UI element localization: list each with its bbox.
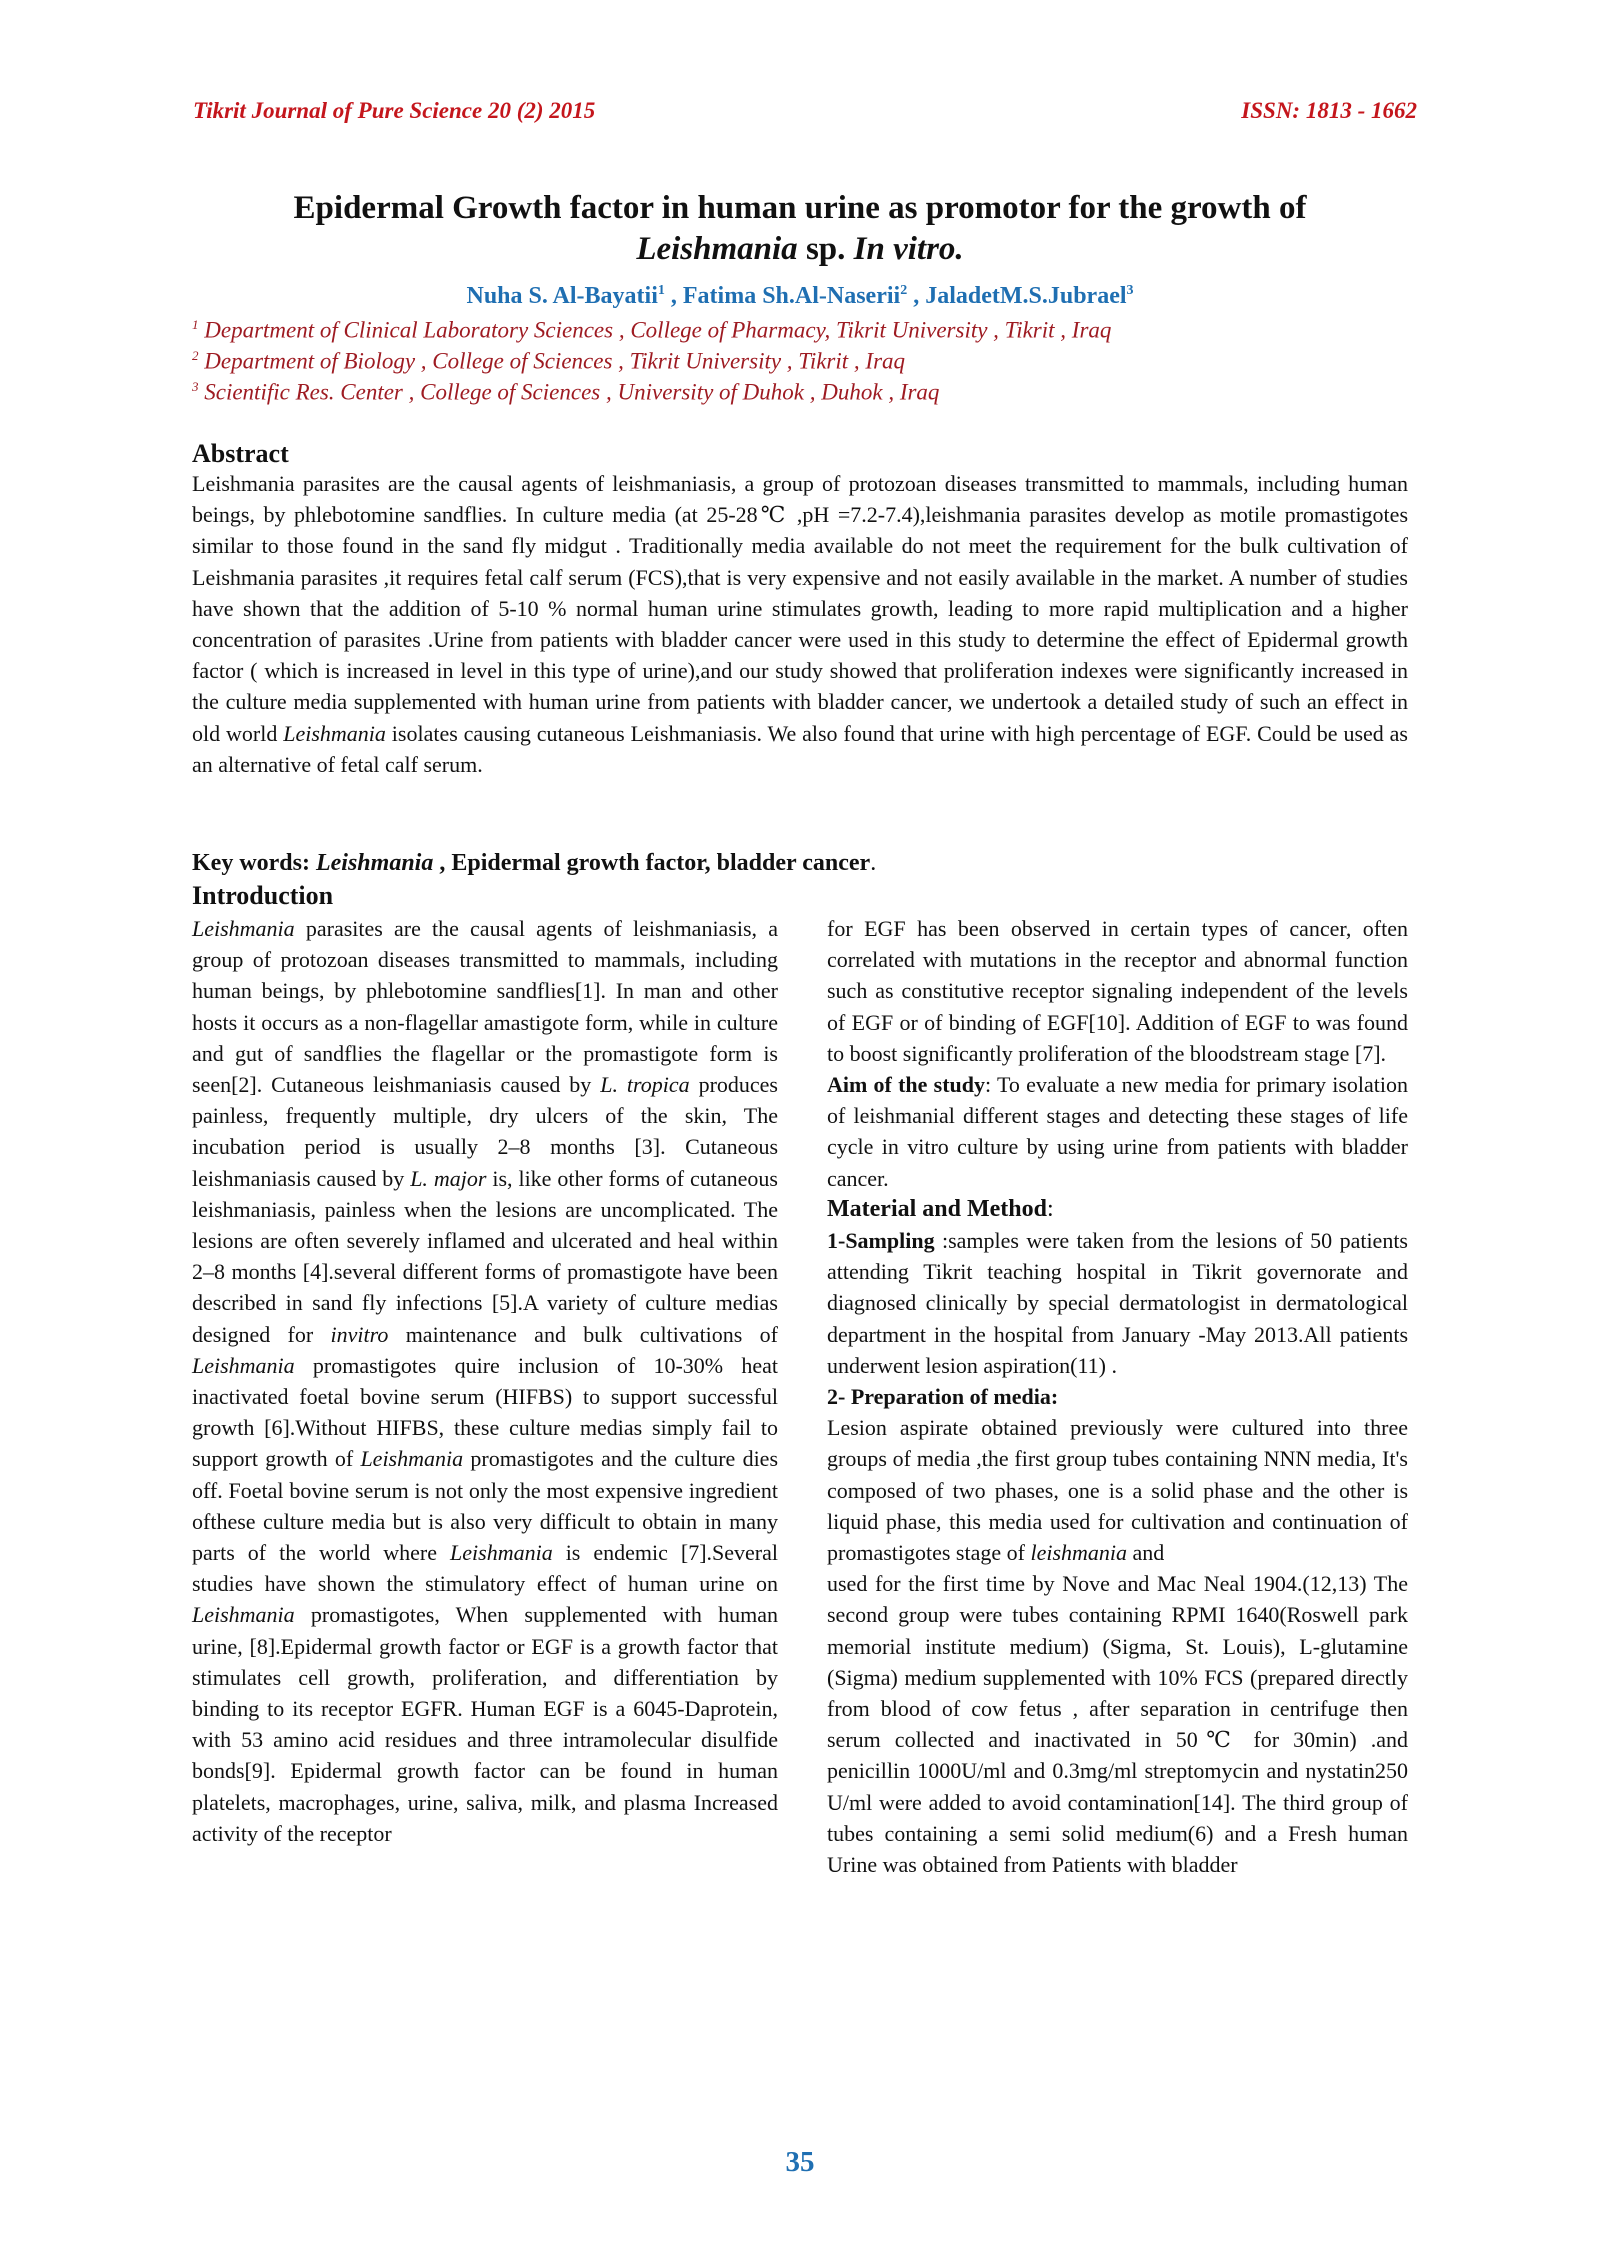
journal-header: Tikrit Journal of Pure Science 20 (2) 2015 bbox=[193, 98, 596, 123]
affiliation-mark: 3 bbox=[192, 379, 199, 394]
left-column bbox=[192, 913, 778, 1849]
paper-title bbox=[150, 188, 1450, 270]
keywords bbox=[192, 848, 876, 879]
abstract-text: isolates causing cutaneous Leishmaniasis. We also found that urine with high percentage of EGF. Could be used as an alternative of fetal calf serum. bbox=[192, 720, 1408, 777]
methods-heading bbox=[827, 1194, 1408, 1225]
keyword-italic: Leishmania bbox=[315, 850, 434, 876]
body-text: produces painless, frequently multiple, dry ulcers of the skin, The incubation period is usually 2–8 months [3]. Cutaneous leishmaniasis caused by bbox=[192, 1072, 778, 1191]
italic-term: Leishmania bbox=[192, 1352, 295, 1378]
italic-term: L. major bbox=[410, 1165, 487, 1191]
body-text: parasites are the causal agents of leishmaniasis, a group of protozoan diseases transmitted to mammals, including human beings, by phlebotomine sandflies[1]. In man and other hosts it occurs as a non-flagellar amastigote form, while in culture and gut of sandflies the flagellar or the promastigote form is seen[2]. Cutaneous leishmaniasis caused by bbox=[192, 916, 778, 1098]
keyword-list: , Epidermal growth factor, bladder cancer bbox=[433, 850, 871, 876]
author-list bbox=[150, 276, 1450, 311]
affiliation-text: Scientific Res. Center , College of Sciences , University of Duhok , Duhok , Iraq bbox=[198, 379, 940, 405]
introduction-heading: Introduction bbox=[192, 881, 334, 910]
introduction-paragraph bbox=[192, 913, 778, 1849]
author-name: Fatima Sh.Al-Naserii bbox=[682, 283, 901, 309]
body-text: promastigotes, When supplemented with human urine, [8].Epidermal growth factor or EGF is a growth factor that stimulates cell growth, proliferation, and differentiation by binding to its receptor EGFR. Human EGF is a 6045-Daprotein, with 53 amino acid residues and three intramolecular disulfide bonds[9]. Epidermal growth factor can be found in human platelets, macrophages, urine, saliva, milk, and plasma Increased activity of the receptor bbox=[192, 1602, 778, 1846]
introduction-continuation: for EGF has been observed in certain types of cancer, often correlated with mutations in the receptor and abnormal function such as constitutive receptor signaling independent of the levels of EGF or of binding of EGF[10]. Addition of EGF to was found to boost significantly proliferation of the bloodstream stage [7]. bbox=[827, 916, 1408, 1066]
body-text: and bbox=[1127, 1540, 1165, 1566]
body-text: is endemic [7].Several studies have shown the stimulatory effect of human urine on bbox=[192, 1540, 778, 1597]
sampling-label: 1-Sampling bbox=[827, 1228, 935, 1254]
author-name: Nuha S. Al-Bayatii bbox=[466, 283, 658, 309]
title-line-1: Epidermal Growth factor in human urine as promotor for the growth of bbox=[293, 190, 1307, 226]
italic-term: Leishmania bbox=[450, 1540, 553, 1566]
italic-term: L. tropica bbox=[600, 1072, 690, 1098]
abstract-text: Leishmania parasites are the causal agents of leishmaniasis, a group of protozoan diseases transmitted to mammals, including human beings, by phlebotomine sandflies. In culture media (at 25-28℃ ,pH =7.2-7.4),leishmania parasites develop as motile promastigotes similar to those found in the sand fly midgut . Traditionally media available do not meet the requirement for the bulk cultivation of Leishmania parasites ,it requires fetal calf serum (FCS),that is very expensive and not easily available in the market. A number of studies have shown that the addition of 5-10 % normal human urine stimulates growth, leading to more rapid multiplication and a higher concentration of parasites .Urine from patients with bladder cancer were used in this study to determine the effect of Epidermal growth factor ( which is increased in level in this type of urine),and our study showed that proliferation indexes were significantly increased in the culture media supplemented with human urine from patients with bladder cancer, we undertook a detailed study of such an effect in old world bbox=[192, 471, 1408, 746]
affiliation bbox=[192, 371, 939, 408]
keywords-label: Key words: bbox=[192, 850, 316, 876]
sampling-text: :samples were taken from the lesions of 50 patients attending Tikrit teaching hospital in Tikrit governorate and diagnosed clinically by special dermatologist in dermatological department in the hospital from January -May 2013.All patients underwent lesion aspiration(11) . bbox=[827, 1228, 1408, 1378]
keyword-period: . bbox=[870, 850, 877, 876]
italic-term: Leishmania bbox=[360, 1446, 464, 1472]
affiliation-mark: 2 bbox=[192, 348, 199, 363]
title-in-vitro: In vitro. bbox=[853, 231, 964, 267]
body-text: Lesion aspirate obtained previously were cultured into three groups of media ,the first group tubes containing NNN media, It's composed of two phases, one is a solid phase and the other is liquid phase, this media used for cultivation and continuation of promastigotes stage of bbox=[827, 1415, 1408, 1566]
body-text: promastigotes and the culture dies off. Foetal bovine serum is not only the most expensive ingredient ofthese culture media but is also very difficult to obtain in many parts of the world where bbox=[192, 1446, 779, 1566]
methods-heading-text: Material and Method bbox=[827, 1195, 1047, 1222]
italic-term: invitro bbox=[330, 1321, 389, 1347]
right-column bbox=[827, 913, 1408, 1880]
abstract-heading: Abstract bbox=[192, 439, 289, 468]
page-number: 35 bbox=[785, 2146, 815, 2178]
body-text: maintenance and bulk cultivations of bbox=[388, 1321, 779, 1347]
abstract-italic-term: Leishmania bbox=[283, 720, 386, 746]
author-separator: , bbox=[664, 283, 683, 309]
author-affiliation-mark: 2 bbox=[900, 283, 908, 298]
author-affiliation-mark: 1 bbox=[657, 283, 665, 298]
author-affiliation-mark: 3 bbox=[1126, 283, 1134, 298]
title-sp: sp. bbox=[797, 231, 854, 267]
body-text: promastigotes quire inclusion of 10-30% heat inactivated foetal bovine serum (HIFBS) to support successful growth [6].Without HIFBS, these culture medias simply fail to support growth of bbox=[192, 1352, 778, 1472]
author-separator: , bbox=[907, 283, 926, 309]
author-name: JaladetM.S.Jubrael bbox=[925, 283, 1127, 309]
affiliation-text: Department of Biology , College of Sciences , Tikrit University , Tikrit , Iraq bbox=[198, 348, 906, 374]
body-text: is, like other forms of cutaneous leishmaniasis, painless when the lesions are uncomplicated. The lesions are often severely inflamed and ulcerated and heal within 2–8 months [4].several different forms of promastigote have been described in sand fly infections [5].A variety of culture medias designed for bbox=[192, 1165, 778, 1347]
media-paragraph-1 bbox=[827, 1412, 1408, 1568]
title-genus: Leishmania bbox=[636, 231, 798, 267]
aim-paragraph bbox=[827, 1069, 1408, 1194]
issn-header: ISSN: 1813 - 1662 bbox=[1241, 98, 1417, 123]
methods-heading-colon: : bbox=[1046, 1195, 1054, 1222]
aim-text: : To evaluate a new media for primary isolation of leishmanial different stages and detecting these stages of life cycle in vitro culture by using urine from patients with bladder cancer. bbox=[827, 1072, 1409, 1191]
media-subheading: 2- Preparation of media: bbox=[827, 1384, 1059, 1410]
abstract-body bbox=[192, 468, 1408, 780]
affiliation-text: Department of Clinical Laboratory Sciences , College of Pharmacy, Tikrit University , Tikrit , Iraq bbox=[198, 317, 1112, 343]
sampling-paragraph bbox=[827, 1225, 1408, 1381]
italic-term: leishmania bbox=[1030, 1540, 1128, 1566]
media-paragraph-2: used for the first time by Nove and Mac Neal 1904.(12,13) The second group were tubes containing RPMI 1640(Roswell park memorial institute medium) (Sigma, St. Louis), L-glutamine (Sigma) medium supplemented with 10% FCS (prepared directly from blood of cow fetus , after separation in centrifuge then serum collected and inactivated in 50℃ for 30min) .and penicillin 1000U/ml and 0.3mg/ml streptomycin and nystatin250 U/ml were added to avoid contamination[14]. The third group of tubes containing a semi solid medium(6) and a Fresh human Urine was obtained from Patients with bladder bbox=[827, 1571, 1408, 1878]
affiliation-mark: 1 bbox=[192, 317, 199, 332]
title-line-2 bbox=[150, 229, 1450, 270]
italic-term: Leishmania bbox=[192, 916, 295, 941]
italic-term: Leishmania bbox=[192, 1602, 295, 1628]
aim-label: Aim of the study bbox=[827, 1072, 986, 1098]
